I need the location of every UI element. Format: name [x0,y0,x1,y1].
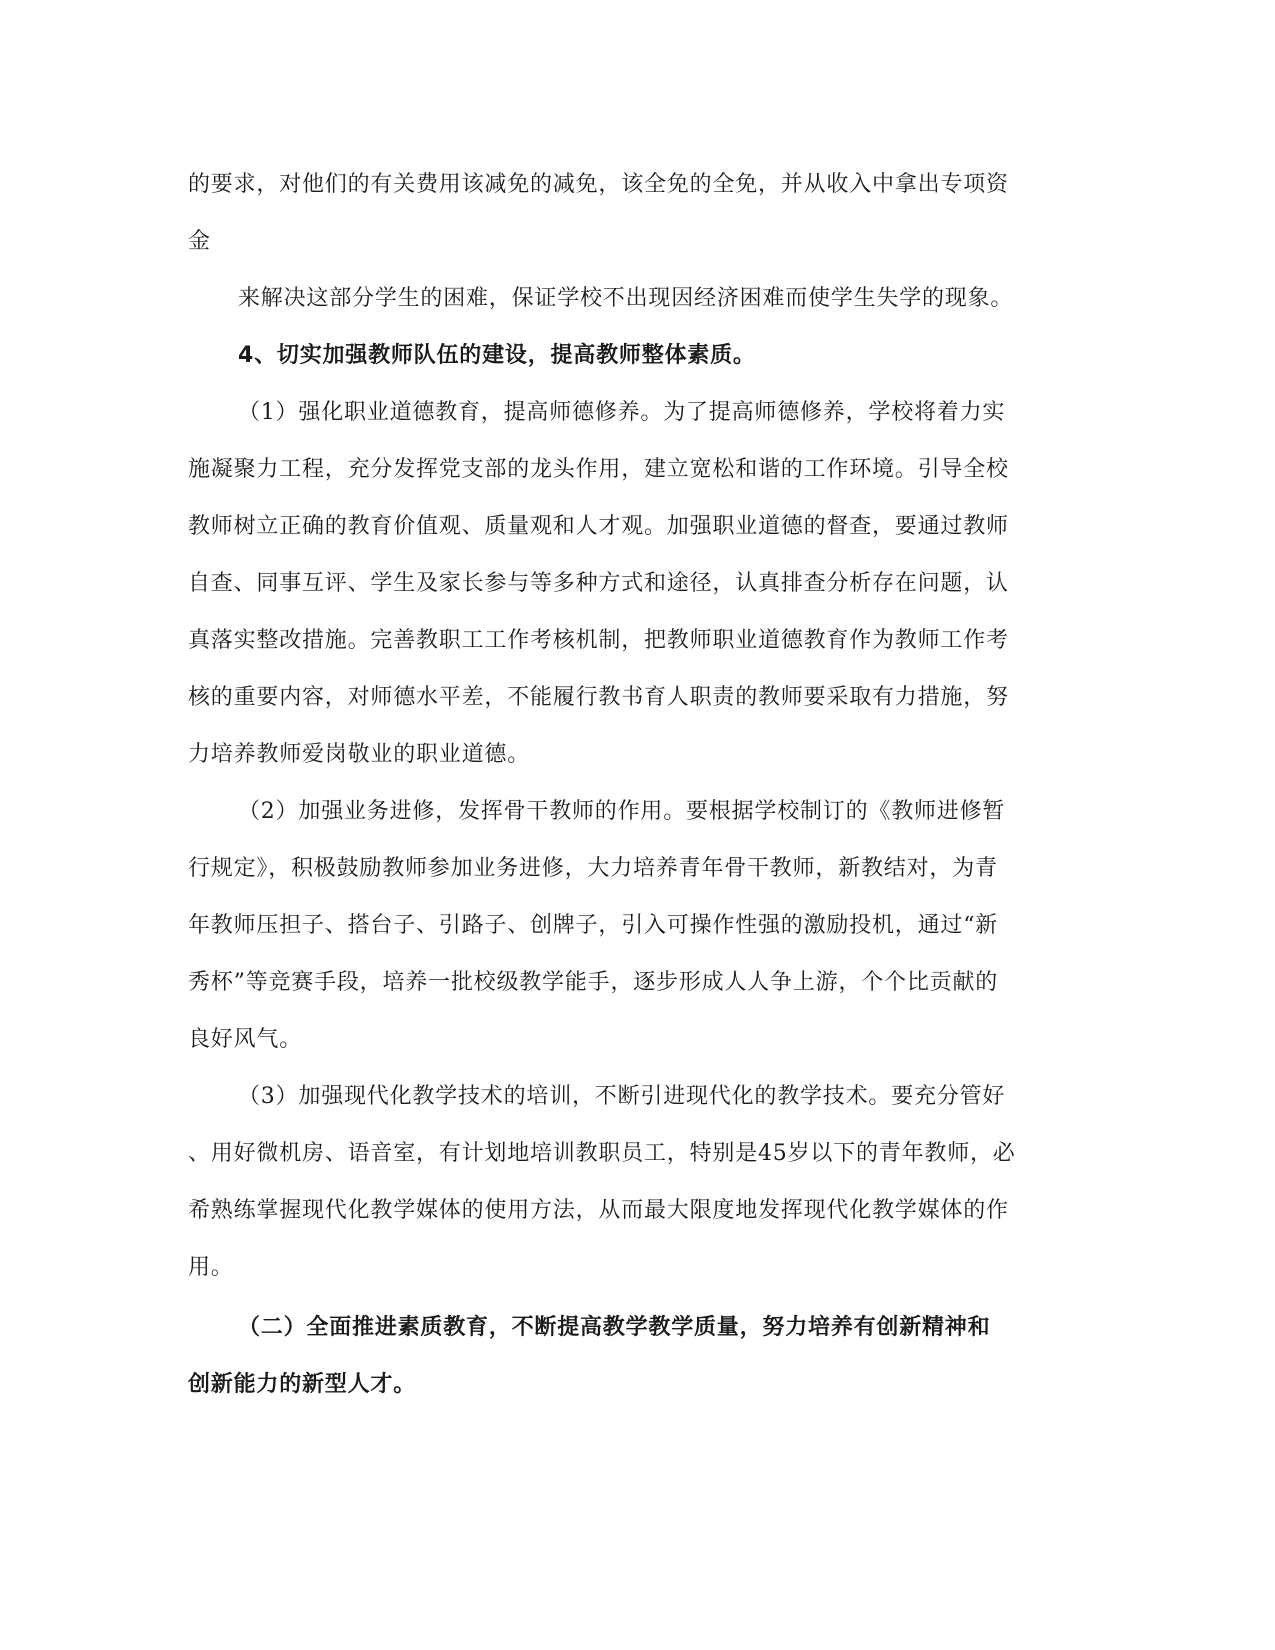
text-line: 用。 [188,1255,234,1280]
text-line: 施凝聚力工程，充分发挥党支部的龙头作用，建立宽松和谐的工作环境。引导全校 [188,457,1009,482]
text-line: 秀杯”等竞赛手段，培养一批校级教学能手，逐步形成人人争上游，个个比贡献的 [188,970,999,995]
text-line: 希熟练掌握现代化教学媒体的使用方法，从而最大限度地发挥现代化教学媒体的作 [188,1198,1009,1223]
text-line: 良好风气。 [188,1027,303,1052]
text-line: 教师树立正确的教育价值观、质量观和人才观。加强职业道德的督查，要通过教师 [188,514,1009,539]
text-line: 年教师压担子、搭台子、引路子、创牌子，引入可操作性强的激励投机，通过“新 [188,913,999,938]
text-line: 力培养教师爱岗敬业的职业道德。 [188,742,531,767]
text-line: 金 [188,229,211,254]
text-line: 来解决这部分学生的困难，保证学校不出现因经济困难而使学生失学的现象。 [238,286,1014,311]
text-line: （2）加强业务进修，发挥骨干教师的作用。要根据学校制订的《教师进修暂 [238,799,1006,824]
section-heading: 创新能力的新型人才。 [188,1372,417,1397]
text-line: 真落实整改措施。完善教职工工作考核机制，把教师职业道德教育作为教师工作考 [188,628,1009,653]
text-line: 核的重要内容，对师德水平差，不能履行教书育人职责的教师要采取有力措施，努 [188,685,1009,710]
section-heading: （二）全面推进素质教育，不断提高教学教学质量，努力培养有创新精神和 [238,1315,991,1340]
section-heading: 4、切实加强教师队伍的建设，提高教师整体素质。 [238,343,756,368]
text-line: 、用好微机房、语音室，有计划地培训教职员工，特别是45岁以下的青年教师，必 [188,1141,1016,1166]
text-line: 行规定》，积极鼓励教师参加业务进修，大力培养青年骨干教师，新教结对，为青 [188,856,998,881]
text-line: （1）强化职业道德教育，提高师德修养。为了提高师德修养，学校将着力实 [238,400,1006,425]
text-line: （3）加强现代化教学技术的培训，不断引进现代化的教学技术。要充分管好 [238,1084,1006,1109]
text-line: 自查、同事互评、学生及家长参与等多种方式和途径，认真排查分析存在问题，认 [188,571,1009,596]
text-line: 的要求，对他们的有关费用该减免的减免，该全免的全免，并从收入中拿出专项资 [188,172,1009,197]
